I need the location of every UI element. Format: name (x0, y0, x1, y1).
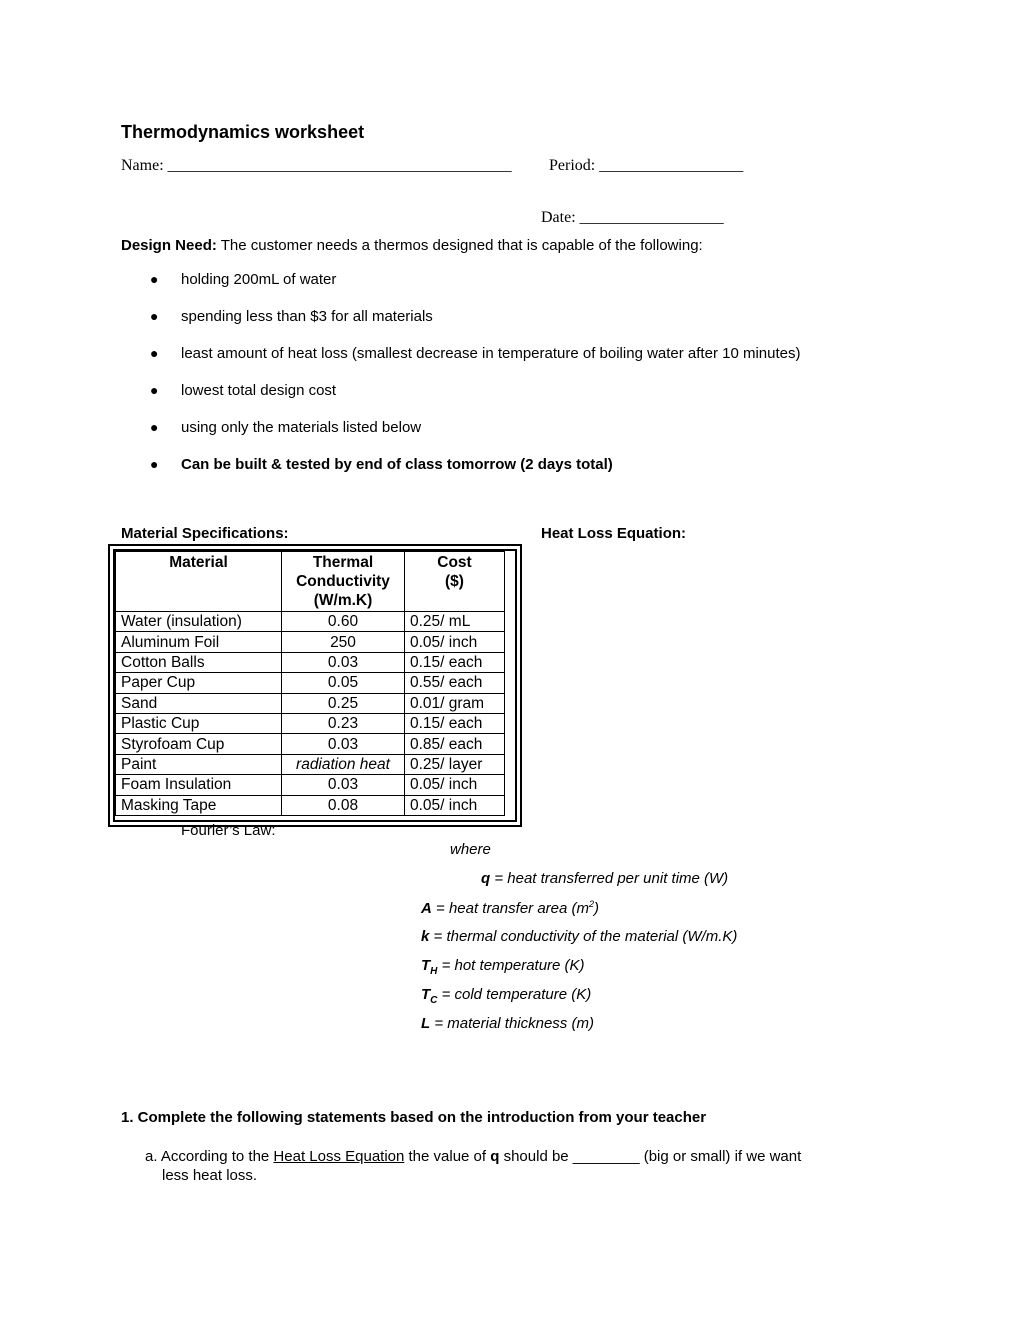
material-cell: Paint (116, 754, 282, 774)
variable-symbol: T (421, 986, 431, 1003)
conductivity-cell: 0.03 (282, 734, 405, 754)
material-cell: Water (insulation) (116, 612, 282, 632)
superscript: 2 (589, 899, 595, 909)
material-cell: Foam Insulation (116, 775, 282, 795)
table-row (116, 612, 505, 632)
table-row (116, 673, 505, 693)
material-table (115, 551, 505, 816)
date-field[interactable]: Date: __________________ (541, 209, 724, 226)
variable-tail: ) (594, 900, 600, 917)
variable-symbol: k (421, 928, 430, 945)
table-row (116, 734, 505, 754)
where-label: where (450, 841, 491, 858)
material-cell: Aluminum Foil (116, 632, 282, 652)
heat-loss-equation-link[interactable]: Heat Loss Equation (273, 1148, 405, 1165)
q1a-rest: should be ________ (big or small) if we want (499, 1148, 802, 1165)
conductivity-cell: 0.03 (282, 652, 405, 672)
question-1a-line2: less heat loss. (162, 1167, 258, 1184)
cost-cell: 0.15/ each (405, 713, 505, 733)
table-row (116, 795, 505, 815)
period-field[interactable]: Period: __________________ (549, 157, 744, 174)
variable-symbol: T (421, 957, 431, 974)
column-header (405, 552, 505, 612)
variable-text: = material thickness (m) (430, 1015, 594, 1032)
variable-symbol: A (421, 900, 432, 917)
design-need-text: The customer needs a thermos designed that is capable of the following: (216, 237, 703, 254)
material-cell: Cotton Balls (116, 652, 282, 672)
variable-symbol: L (421, 1015, 431, 1032)
header-line: ($) (445, 573, 464, 590)
conductivity-cell: 0.25 (282, 693, 405, 713)
material-cell: Sand (116, 693, 282, 713)
page-title: Thermodynamics worksheet (121, 122, 365, 142)
q1a-q: q (490, 1148, 500, 1165)
cost-cell: 0.01/ gram (405, 693, 505, 713)
conductivity-cell: 250 (282, 632, 405, 652)
material-specs-label: Material Specifications: (121, 525, 289, 542)
variable-subscript: H (430, 966, 438, 977)
list-item-text: least amount of heat loss (smallest decrease in temperature of boiling water after 10 minutes) (181, 345, 801, 362)
cost-cell: 0.55/ each (405, 673, 505, 693)
column-header (282, 552, 405, 612)
header-line: Cost (437, 554, 472, 571)
variable-definition (421, 928, 737, 945)
cost-cell: 0.05/ inch (405, 632, 505, 652)
table-row (116, 713, 505, 733)
variable-text: = heat transfer area (m (431, 900, 589, 917)
list-item-text: spending less than $3 for all materials (181, 308, 433, 325)
cost-cell: 0.25/ layer (405, 754, 505, 774)
table-row (116, 754, 505, 774)
conductivity-cell: 0.23 (282, 713, 405, 733)
cost-cell: 0.15/ each (405, 652, 505, 672)
variable-symbol: q (481, 870, 491, 887)
question-1: 1. Complete the following statements based on the introduction from your teacher (121, 1109, 707, 1126)
header-line: Thermal (312, 554, 374, 571)
question-1a (145, 1148, 801, 1165)
variable-definition (421, 986, 591, 1006)
bullet-icon: ● (150, 382, 159, 398)
fouriers-law-label: Fourier’s Law: (181, 822, 276, 839)
q1a-mid: the value of (404, 1148, 491, 1165)
column-header (116, 552, 282, 612)
variable-definition (481, 870, 728, 887)
design-need-label: Design Need: (121, 237, 217, 254)
header-line: Material (169, 554, 228, 571)
variable-text: = thermal conductivity of the material (W/m.K) (429, 928, 738, 945)
bullet-icon: ● (150, 308, 159, 324)
cost-cell: 0.25/ mL (405, 612, 505, 632)
material-cell: Styrofoam Cup (116, 734, 282, 754)
bullet-icon: ● (150, 419, 159, 435)
variable-definition (421, 957, 585, 977)
cost-cell: 0.85/ each (405, 734, 505, 754)
conductivity-cell: 0.60 (282, 612, 405, 632)
material-cell: Paper Cup (116, 673, 282, 693)
variable-text: = cold temperature (K) (437, 986, 592, 1003)
conductivity-cell: 0.05 (282, 673, 405, 693)
conductivity-cell: 0.03 (282, 775, 405, 795)
material-table-frame (108, 544, 522, 827)
table-row (116, 652, 505, 672)
bullet-icon: ● (150, 345, 159, 361)
conductivity-cell: radiation heat (282, 754, 405, 774)
table-row (116, 693, 505, 713)
variable-definition (421, 1015, 594, 1032)
variable-text: = hot temperature (K) (437, 957, 585, 974)
list-item-text: holding 200mL of water (181, 271, 337, 288)
material-cell: Masking Tape (116, 795, 282, 815)
bullet-icon: ● (150, 271, 159, 287)
header-line: Conductivity (296, 573, 390, 590)
header-line: (W/m.K) (313, 592, 373, 609)
list-item-text: lowest total design cost (181, 382, 337, 399)
cost-cell: 0.05/ inch (405, 795, 505, 815)
heat-loss-label: Heat Loss Equation: (541, 525, 687, 542)
variable-subscript: C (430, 995, 438, 1006)
material-cell: Plastic Cup (116, 713, 282, 733)
name-field[interactable]: Name: ___________________________________________ (121, 157, 512, 174)
q1a-prefix: a. According to the (145, 1148, 274, 1165)
table-row (116, 632, 505, 652)
variable-text: = heat transferred per unit time (W) (490, 870, 729, 887)
conductivity-cell: 0.08 (282, 795, 405, 815)
table-row (116, 775, 505, 795)
design-need (121, 237, 703, 254)
bullet-icon: ● (150, 456, 159, 472)
list-item-text: using only the materials listed below (181, 419, 422, 436)
variable-definition (421, 899, 599, 917)
cost-cell: 0.05/ inch (405, 775, 505, 795)
list-item-text: Can be built & tested by end of class tomorrow (2 days total) (181, 456, 613, 473)
